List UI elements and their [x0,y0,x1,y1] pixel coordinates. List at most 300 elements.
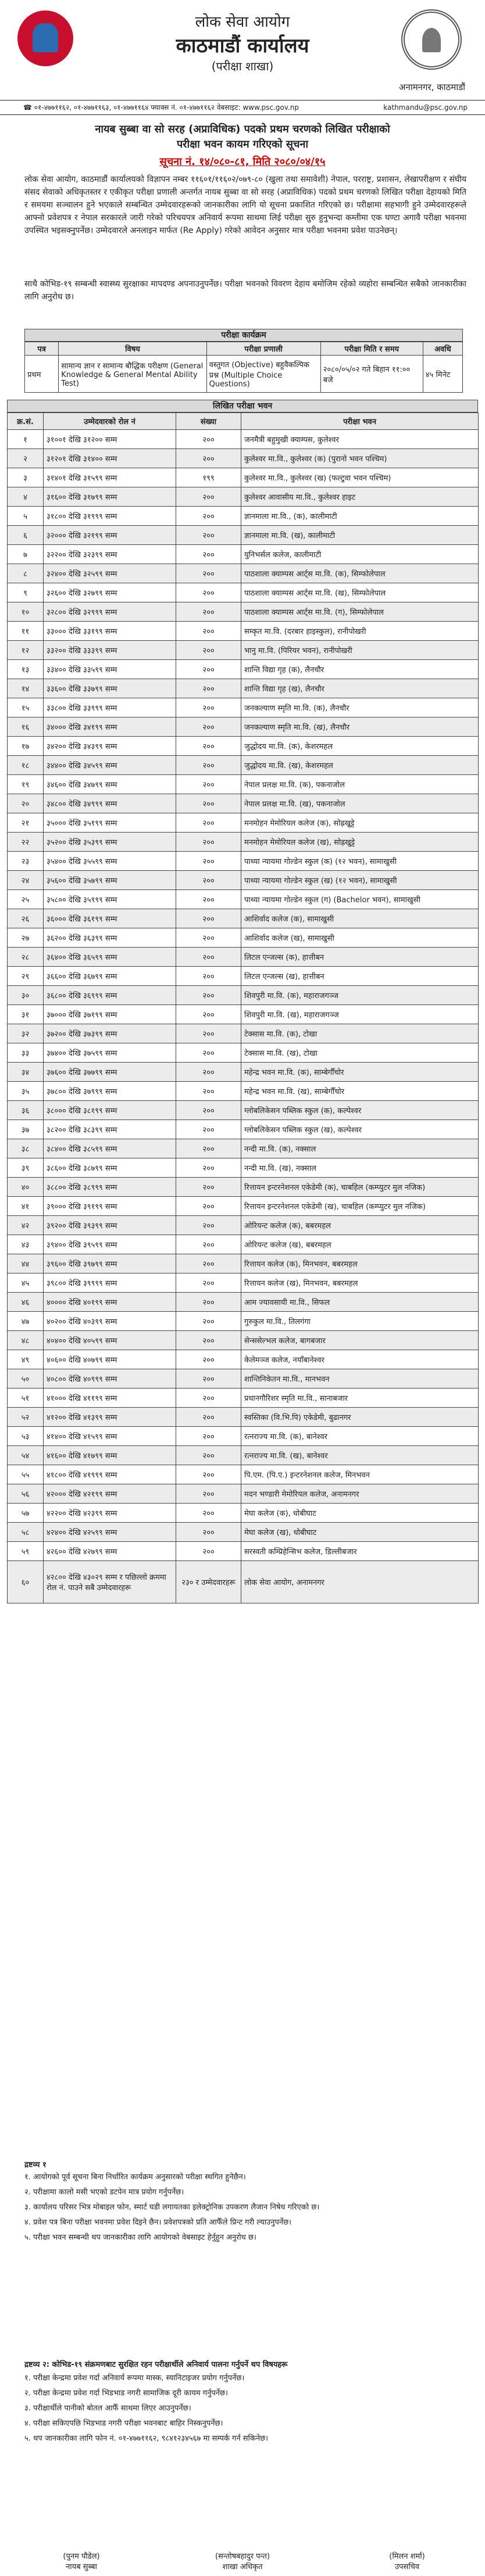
roll-range-cell: ४२२०० देखि ४२३९९ सम्म [44,1504,176,1523]
table-row [8,1024,479,1043]
venue-cell: शान्तिनिकेतन मा.वि., मानभवन [241,1369,479,1389]
count-cell: २०० [176,1005,241,1024]
count-cell: २०० [176,1197,241,1216]
venue-header: उम्मेदवारको रोल नं [44,413,176,430]
roll-range-cell: ३३८०० देखि ३३९९९ सम्म [44,698,176,717]
serial-cell: १९ [8,775,44,794]
venue-cell: पाठशाला क्याम्पस आर्ट्स मा.वि. (ख), सिम्फोलेपाल [241,583,479,602]
roll-range-cell: ४२४०० देखि ४२५९९ सम्म [44,1523,176,1542]
signatory-name: (सन्तोषबहादुर पन्त) [215,2552,270,2561]
venue-cell: जनकल्याण स्मृति मा.वि. (क), लैनचौर [241,698,479,717]
count-cell: २०० [176,1043,241,1063]
roll-range-cell: ४१८०० देखि ४१९९९ सम्म [44,1465,176,1484]
table-row [8,1139,479,1158]
roll-range-cell: ३६२०० देखि ३६३९९ सम्म [44,928,176,948]
signature-block [190,2550,295,2571]
roll-range-cell: ३४८०० देखि ३४९९९ सम्म [44,794,176,813]
table-row [8,1484,479,1504]
venue-cell: सरस्वती कम्प्रिहेन्सिभ कलेज, डिल्लीबजार [241,1542,479,1561]
venue-cell: मनमोहन मेमोरियल कलेज (ख), सोह्रखुट्टे [241,833,479,852]
count-cell: २०० [176,1216,241,1235]
venue-cell: जनमैत्री बहुमुखी क्याम्पस, कुलेश्वर [241,430,479,449]
serial-cell: ४७ [8,1312,44,1331]
venue-cell: शान्ति विद्या गृह (क), लैनचौर [241,660,479,679]
venue-cell: शिवपुरी मा.वि. (ख), महाराजगञ्ज [241,1005,479,1024]
notice-paragraph-2: साथै कोभिड-१९ सम्बन्धी स्वास्थ्य सुरक्षाका मापदण्ड अपनाउनुपर्नेछ। परीक्षा भवनको विवरण देहाय बमोजिम रहेको व्यहोरा सम्बन्धित सबैको जानकारीका लागि अनुरोध छ। [24,279,466,302]
venue-cell: लिटल एन्जल्स (ख), हात्तीबन [241,967,479,986]
roll-range-cell: ३८००० देखि ३८१९९ सम्म [44,1101,176,1120]
venue-cell: पाथ्या न्यायमा गोल्डेन स्कुल (क) (१२ भवन), सामाखुसी [241,852,479,871]
serial-cell: ५० [8,1369,44,1389]
table-row [8,775,479,794]
venue-cell: रित्तायन इन्टरनेशनल एकेडेमी (ख), चाबहिल (कम्प्युटर मुल नजिक) [241,1197,479,1216]
count-cell: २०० [176,833,241,852]
table-row [8,622,479,641]
serial-cell: ३० [8,986,44,1005]
venue-cell: पाठशाला क्याम्पस आर्ट्स मा.वि. (क), सिम्फोलेपाल [241,564,479,583]
serial-cell: ११ [8,622,44,641]
table-row [8,1043,479,1063]
schedule-header: विषय [59,342,206,356]
count-cell: २०० [176,1235,241,1254]
serial-cell: ४६ [8,1293,44,1312]
roll-range-cell: ४१४०० देखि ४१५९९ सम्म [44,1427,176,1446]
signatory-role: नायब सुब्बा [66,2563,97,2571]
venue-cell: जनकल्याण स्मृति मा.वि. (ख), लैनचौर [241,717,479,737]
venue-cell: मेघा कलेज (क), धोबीघाट [241,1504,479,1523]
count-cell: २०० [176,660,241,679]
venue-cell: मेघा कलेज (ख), धोबीघाट [241,1523,479,1542]
count-cell: २०० [176,1101,241,1120]
venue-header: संख्या [176,413,241,430]
serial-cell: २४ [8,871,44,890]
table-row [8,1005,479,1024]
count-cell: २०० [176,928,241,948]
table-row [8,602,479,622]
serial-cell: २२ [8,833,44,852]
roll-range-cell: ३४४०० देखि ३४५९९ सम्म [44,756,176,775]
venue-cell: मनमोहन मेमोरियल कलेज (क), सोह्रखुट्टे [241,813,479,833]
venue-cell: प्रधानगौरिशर स्मृति मा.वि., सानाबजार [241,1389,479,1408]
signatory-role: शाखा अधिकृत [222,2563,263,2571]
schedule-header: परीक्षा प्रणाली [206,342,320,356]
venue-cell: टेक्सास मा.वि. (क), टोखा [241,1024,479,1043]
table-row [8,986,479,1005]
note-item: २. परीक्षा केन्द्रमा प्रवेश गर्दा भिडभाड नगरी सामाजिक दूरी कायम गर्नुपर्नेछ। [24,2389,228,2398]
serial-cell: १४ [8,679,44,698]
table-row [8,583,479,602]
serial-cell: १७ [8,737,44,756]
roll-range-cell: ४२६०० देखि ४२७९९ सम्म [44,1542,176,1561]
count-cell: २०० [176,1542,241,1561]
serial-cell: २६ [8,909,44,928]
serial-cell: ३१ [8,1005,44,1024]
schedule-system: वस्तुगत (Objective) बहुवैकल्पिक प्रश्न (Multiple Choice Questions) [206,356,320,393]
schedule-header: परीक्षा मिति र समय [320,342,423,356]
schedule-datetime: २०८०/०५/०२ गते बिहान ११:०० बजे [320,356,423,393]
serial-cell: ५६ [8,1484,44,1504]
venue-cell: कुलेश्वर मा.वि., कुलेश्वर (क) (पुरानो भवन पश्चिम) [241,449,479,468]
signature-block [29,2550,134,2571]
venue-cell: लिटल एन्जल्स (क), हात्तीबन [241,948,479,967]
venue-cell: ओरियन्ट कलेज (ख), बबरमहल [241,1235,479,1254]
venue-section-label: लिखित परीक्षा भवन [7,400,478,412]
count-cell: २०० [176,1465,241,1484]
table-row [8,1523,479,1542]
count-cell: २०० [176,507,241,526]
serial-cell: ६० [8,1561,44,1603]
count-cell: २०० [176,1350,241,1369]
count-cell: २०० [176,526,241,545]
roll-range-cell: ४१६०० देखि ४१७९९ सम्म [44,1446,176,1465]
serial-cell: २९ [8,967,44,986]
table-row [8,1216,479,1235]
venue-cell: रित्तायन इन्टरनेशनल एकेडेमी (क), चाबहिल (कम्प्युटर मुल नजिक) [241,1178,479,1197]
venue-cell: ग्लोबलिकेसन पब्लिक स्कुल (ख), कल्पेश्वर [241,1120,479,1139]
serial-cell: ४४ [8,1254,44,1273]
exam-schedule-table [24,342,463,393]
contact-strip [0,100,485,115]
serial-cell: १५ [8,698,44,717]
venue-cell: ज्ञानमाला मा.वि., (क), कालीमाटी [241,507,479,526]
table-row [8,487,479,507]
table-row [8,948,479,967]
roll-range-cell: ३४६०० देखि ३४७९९ सम्म [44,775,176,794]
venue-rows [8,430,479,1603]
table-row [8,1197,479,1216]
note-item: ४. परीक्षा सकिएपछि भिडभाड नगरी परीक्षा भवनबाट बाहिर निस्कनुपर्नेछ। [24,2419,223,2428]
roll-range-cell: ३२६०० देखि ३२७९९ सम्म [44,583,176,602]
count-cell: २०० [176,1331,241,1350]
roll-range-cell: ३८२०० देखि ३८३९९ सम्म [44,1120,176,1139]
table-row [8,833,479,852]
serial-cell: ५४ [8,1446,44,1465]
table-row [8,1293,479,1312]
email-address[interactable]: kathmandu@psc.gov.np [383,103,468,112]
roll-range-cell: ३९४०० देखि ३९५९९ सम्म [44,1235,176,1254]
count-cell: २०० [176,1139,241,1158]
table-row [8,1427,479,1446]
schedule-section-label: परीक्षा कार्यक्रम [24,329,463,342]
venue-header: क्र.सं. [8,413,44,430]
serial-cell: २३ [8,852,44,871]
venue-cell: केलेमञ्ज कलेज, नयाँबानेश्वर [241,1350,479,1369]
notice-title-line2: परीक्षा भवन कायम गरिएको सूचना [176,138,309,150]
serial-cell: ३२ [8,1024,44,1043]
serial-cell: ५१ [8,1389,44,1408]
roll-range-cell: ३५००० देखि ३५१९९ सम्म [44,813,176,833]
count-cell: २०० [176,1369,241,1389]
count-cell: २०० [176,890,241,909]
table-row [8,756,479,775]
table-row [8,545,479,564]
serial-cell: ६ [8,526,44,545]
count-cell: २०० [176,909,241,928]
count-cell: २०० [176,1158,241,1178]
count-cell: २०० [176,1024,241,1043]
venue-cell: पाठशाला क्याम्पस आर्ट्स मा.वि. (ग), सिम्फोलेपाल [241,602,479,622]
table-row [8,1120,479,1139]
serial-cell: ४१ [8,1197,44,1216]
count-cell: १९९ [176,468,241,487]
roll-range-cell: ३३२०० देखि ३३३९९ सम्म [44,641,176,660]
serial-cell: २ [8,449,44,468]
table-row [8,1446,479,1465]
roll-range-cell: ३५८०० देखि ३५९९९ सम्म [44,890,176,909]
count-cell: २०० [176,948,241,967]
serial-cell: ३६ [8,1101,44,1120]
table-row [8,852,479,871]
roll-range-cell: ३१२०१ देखि ३१४०० सम्म [44,449,176,468]
serial-cell: २८ [8,948,44,967]
serial-cell: ४९ [8,1350,44,1369]
roll-range-cell: ३६६०० देखि ३६७९९ सम्म [44,967,176,986]
count-cell: २०० [176,1178,241,1197]
venue-cell: महेन्द्र भवन मा.वि. (ख), साम्बेगौँचोर [241,1082,479,1101]
roll-range-cell: ३७००० देखि ३७१९९ सम्म [44,1005,176,1024]
table-row [8,1504,479,1523]
table-row [8,1312,479,1331]
table-row [8,1389,479,1408]
table-row [8,1273,479,1293]
venue-cell: लोक सेवा आयोग, अनामनगर [241,1561,479,1603]
serial-cell: ३ [8,468,44,487]
table-row [8,564,479,583]
office-name: काठमाडौं कार्यालय [176,34,309,58]
venue-header: परीक्षा भवन [241,413,479,430]
table-row [8,813,479,833]
serial-cell: ३३ [8,1043,44,1063]
venue-cell: शिवपुरी मा.वि. (क), महाराजगञ्ज [241,986,479,1005]
table-row [8,641,479,660]
schedule-row [25,356,463,393]
roll-range-cell: ३१४०१ देखि ३१५९९ सम्म [44,468,176,487]
count-cell: २०० [176,775,241,794]
venue-cell: कुलेश्वर आवासीय मा.वि., कुलेश्वर हाइट [241,487,479,507]
roll-range-cell: ४२८०० देखि ४३०२९ सम्म र पछिल्लो क्रममा रोल नं. पाउने सबै उम्मेदवारहरू [44,1561,176,1603]
note-item: १. आयोगको पूर्व सूचना बिना निर्धारित कार्यक्रम अनुसारको परीक्षा स्थगित हुनेछैन। [24,2173,246,2182]
table-row [8,1465,479,1484]
note-item: १. परीक्षा केन्द्रमा प्रवेश गर्दा अनिवार्य रूपमा मास्क, स्यानिटाइजर प्रयोग गर्नुपर्नेछ। [24,2374,245,2383]
serial-cell: ५२ [8,1408,44,1427]
count-cell: २०० [176,717,241,737]
serial-cell: २७ [8,928,44,948]
table-row [8,1350,479,1369]
roll-range-cell: ३२४०० देखि ३२५९९ सम्म [44,564,176,583]
table-row [8,526,479,545]
count-cell: २०० [176,698,241,717]
table-row [8,928,479,948]
section-name: (परीक्षा शाखा) [211,59,274,73]
table-row [8,1178,479,1197]
serial-cell: ८ [8,564,44,583]
table-row [8,1158,479,1178]
schedule-subject: सामान्य ज्ञान र सामान्य बौद्धिक परीक्षण (General Knowledge & General Mental Ability Test) [59,356,206,393]
count-cell: २०० [176,1254,241,1273]
count-cell: २०० [176,1408,241,1427]
notes-heading-1: द्रष्टव्य १ [24,2161,47,2169]
venue-cell: आशिर्वाद कलेज (क), सामाखुसी [241,909,479,928]
table-row [8,449,479,468]
venue-cell: जुद्धोदय मा.वि. (ख), केशरमहल [241,756,479,775]
schedule-header-row [25,342,463,356]
serial-cell: ७ [8,545,44,564]
roll-range-cell: ३९००० देखि ३९१९९ सम्म [44,1197,176,1216]
table-row [8,698,479,717]
count-cell: २०० [176,1504,241,1523]
table-row [8,679,479,698]
serial-cell: ९ [8,583,44,602]
note-item: २. परीक्षामा कालो मसी भएको डटपेन मात्र प्रयोग गर्नुपर्नेछ। [24,2188,184,2197]
table-row [8,1331,479,1350]
count-cell: २०० [176,583,241,602]
serial-cell: २५ [8,890,44,909]
table-row [8,717,479,737]
table-row [8,1561,479,1603]
signatory-role: उपसचिव [394,2563,420,2571]
roll-range-cell: ३२८०० देखि ३२९९९ सम्म [44,602,176,622]
table-row [8,890,479,909]
venue-cell: पाथ्या न्यायमा गोल्डेन स्कुल (ग) (Bachelor भवन), सामाखुसी [241,890,479,909]
serial-cell: ३७ [8,1120,44,1139]
count-cell: २०० [176,1063,241,1082]
count-cell: २०० [176,1484,241,1504]
venue-cell: गुरुकुल मा.वि., तिलगंगा [241,1312,479,1331]
count-cell: २०० [176,756,241,775]
count-cell: २०० [176,1427,241,1446]
count-cell: २०० [176,986,241,1005]
serial-cell: ४३ [8,1235,44,1254]
venue-cell: नेपाल प्रलक्ष मा.वि. (ख), पकनाजोल [241,794,479,813]
serial-cell: ४५ [8,1273,44,1293]
table-row [8,1369,479,1389]
serial-cell: २१ [8,813,44,833]
notice-number: सूचना नं. १४/०८०-८१, मिति २०८०/०४/१५ [159,156,326,168]
count-cell: २०० [176,602,241,622]
table-row [8,507,479,526]
venue-cell: नेपाल प्रलक्ष मा.वि. (क), पकनाजोल [241,775,479,794]
table-row [8,1235,479,1254]
count-cell: २३० र उम्मेदवारहरू [176,1561,241,1603]
roll-range-cell: ३३००० देखि ३३१९९ सम्म [44,622,176,641]
serial-cell: ५९ [8,1542,44,1561]
schedule-header: अवधि [423,342,462,356]
count-cell: २०० [176,487,241,507]
serial-cell: ५७ [8,1504,44,1523]
venue-cell: सेन्ससेल्भल कलेज, बागबजार [241,1331,479,1350]
notice-title-line1: नायब सुब्बा वा सो सरह (अप्राविधिक) पदको प्रथम चरणको लिखित परीक्षाको [95,123,390,135]
serial-cell: ४८ [8,1331,44,1350]
venue-cell: रत्नराज्य मा.वि. (क), बानेश्वर [241,1427,479,1446]
count-cell: २०० [176,622,241,641]
venue-cell: मदन भण्डारी मेमोरियल कलेज, अनामनगर [241,1484,479,1504]
venue-cell: रित्तायन कलेज (ख), मिनभवन, बबरमहल [241,1273,479,1293]
count-cell: २०० [176,430,241,449]
serial-cell: १० [8,602,44,622]
table-row [8,1254,479,1273]
serial-cell: ३९ [8,1158,44,1178]
roll-range-cell: ३९८०० देखि ३९९९९ सम्म [44,1273,176,1293]
venue-cell: ज्ञानमाला मा.वि. (ख), कालीमाटी [241,526,479,545]
notes-list-1 [24,2172,466,2247]
table-row [8,909,479,928]
venue-cell: स्वस्तिका (वि.भि.पि) एकेडेमी, बुढानगर [241,1408,479,1427]
roll-range-cell: ३४२०० देखि ३४३९९ सम्म [44,737,176,756]
count-cell: २०० [176,1312,241,1331]
roll-range-cell: ३८६०० देखि ३८७९९ सम्म [44,1158,176,1178]
roll-range-cell: ३२२०० देखि ३२३९९ सम्म [44,545,176,564]
phone-numbers: ☎ ०१-४७७११६२, ०१-४७७११६३, ०१-४७७११६४ फ्याक्स नं. ०१-४७७११६२ वेबसाइट: www.psc.gov.np [23,103,299,112]
venue-header-row [8,413,479,430]
roll-range-cell: ४१००० देखि ४११९९ सम्म [44,1389,176,1408]
table-row [8,871,479,890]
roll-range-cell: ३७४०० देखि ३७५९९ सम्म [44,1043,176,1063]
letterhead [0,0,485,98]
schedule-header: पत्र [25,342,59,356]
serial-cell: १ [8,430,44,449]
count-cell: २०० [176,813,241,833]
table-row [8,1082,479,1101]
roll-range-cell: ४०८०० देखि ४०९९९ सम्म [44,1369,176,1389]
serial-cell: ५३ [8,1427,44,1446]
table-row [8,794,479,813]
signature-block [355,2550,459,2571]
roll-range-cell: ३७६०० देखि ३७७९९ सम्म [44,1063,176,1082]
notes-list-2 [24,2373,466,2448]
roll-range-cell: ४२००० देखि ४२१९९ सम्म [44,1484,176,1504]
roll-range-cell: ४०२०० देखि ४०३९९ सम्म [44,1312,176,1331]
notice-paragraph-1: लोक सेवा आयोग, काठमाडौं कार्यालयको विज्ञापन नम्बर ११६०१/११६०२/०७९-८० (खुला तथा समावेशी) नेपाल, परराष्ट्र, प्रशासन, लेखापरीक्षण र संघीय संसद सेवाको अधिकृतस्तर र एकीकृत परीक्षा प्रणाली अन्तर्गत नायब सुब्बा वा सो सरह (अप्राविधिक) पदको प्रथम चरणको लिखित परीक्षा देहायको मिति र समयमा सञ्चालन हुने भएकाले सम्बन्धित उम्मेदवारहरूको जानकारीका लागि यो सूचना प्रकाशित गरिएको छ। परीक्षामा सहभागी हुने उम्मेदवारहरूले आफ्नो प्रवेशपत्र र नेपाल सरकारले जारी गरेको परिचयपत्र अनिवार्य रूपमा साथमा लिई परीक्षा सुरु हुनुभन्दा कम्तीमा एक घण्टा अगावै परीक्षा भवनमा उपस्थित भइसक्नुपर्नेछ। उम्मेदवारले अनलाइन मार्फत (Re Apply) गरेको आवेदन अनुसार मात्र परीक्षा भवनमा प्रवेश पाउनेछन्। [24,175,466,235]
roll-range-cell: ४१२०० देखि ४१३९९ सम्म [44,1408,176,1427]
notes-heading-2: द्रष्टव्य २: कोभिड-१९ संक्रमणबाट सुरक्षित रहन परीक्षार्थीले अनिवार्य पालना गर्नुपर्ने थप विषयहरू [24,2360,288,2369]
serial-cell: ४२ [8,1216,44,1235]
venue-cell: भानु मा.वि. (पिरियर भवन), रानीपोखरी [241,641,479,660]
serial-cell: १६ [8,717,44,737]
count-cell: २०० [176,449,241,468]
table-row [8,468,479,487]
serial-cell: ३८ [8,1139,44,1158]
venue-cell: नन्दी मा.वि. (ख), नक्साल [241,1158,479,1178]
schedule-duration: ४५ मिनेट [423,356,462,393]
table-row [8,967,479,986]
signatory-name: (मिलन शर्मा) [389,2552,425,2561]
roll-range-cell: ३१६०० देखि ३१७९९ सम्म [44,487,176,507]
roll-range-cell: ३२००० देखि ३२१९९ सम्म [44,526,176,545]
note-item: ५. परीक्षा भवन सम्बन्धी थप जानकारीका लागि आयोगको वेबसाइट हेर्नुहुन अनुरोध छ। [24,2233,256,2242]
venue-cell: शान्ति विद्या गृह (ख), लैनचौर [241,679,479,698]
table-row [8,1542,479,1561]
roll-range-cell: ३४००० देखि ३४१९९ सम्म [44,717,176,737]
roll-range-cell: ४०६०० देखि ४०७९९ सम्म [44,1350,176,1369]
exam-venue-table [7,412,479,1603]
venue-cell: सम्कृत मा.वि. (दरबार हाइस्कुल), रानीपोखरी [241,622,479,641]
venue-cell: युनिभर्सल कलेज, कालीमाटी [241,545,479,564]
roll-range-cell: ३६४०० देखि ३६५९९ सम्म [44,948,176,967]
venue-cell: जुद्धोदय मा.वि. (क), केशरमहल [241,737,479,756]
roll-range-cell: ३८४०० देखि ३८५९९ सम्म [44,1139,176,1158]
serial-cell: ४ [8,487,44,507]
roll-range-cell: ४०४०० देखि ४०५९९ सम्म [44,1331,176,1350]
venue-cell: आशिर्वाद कलेज (ख), सामाखुसी [241,928,479,948]
roll-range-cell: ३१८०० देखि ३१९९९ सम्म [44,507,176,526]
roll-range-cell: ३५६०० देखि ३५७९९ सम्म [44,871,176,890]
serial-cell: ५५ [8,1465,44,1484]
table-row [8,430,479,449]
table-row [8,737,479,756]
count-cell: २०० [176,1446,241,1465]
count-cell: २०० [176,1389,241,1408]
venue-cell: ग्लोबलिकेसन पब्लिक स्कुल (क), कल्पेश्वर [241,1101,479,1120]
